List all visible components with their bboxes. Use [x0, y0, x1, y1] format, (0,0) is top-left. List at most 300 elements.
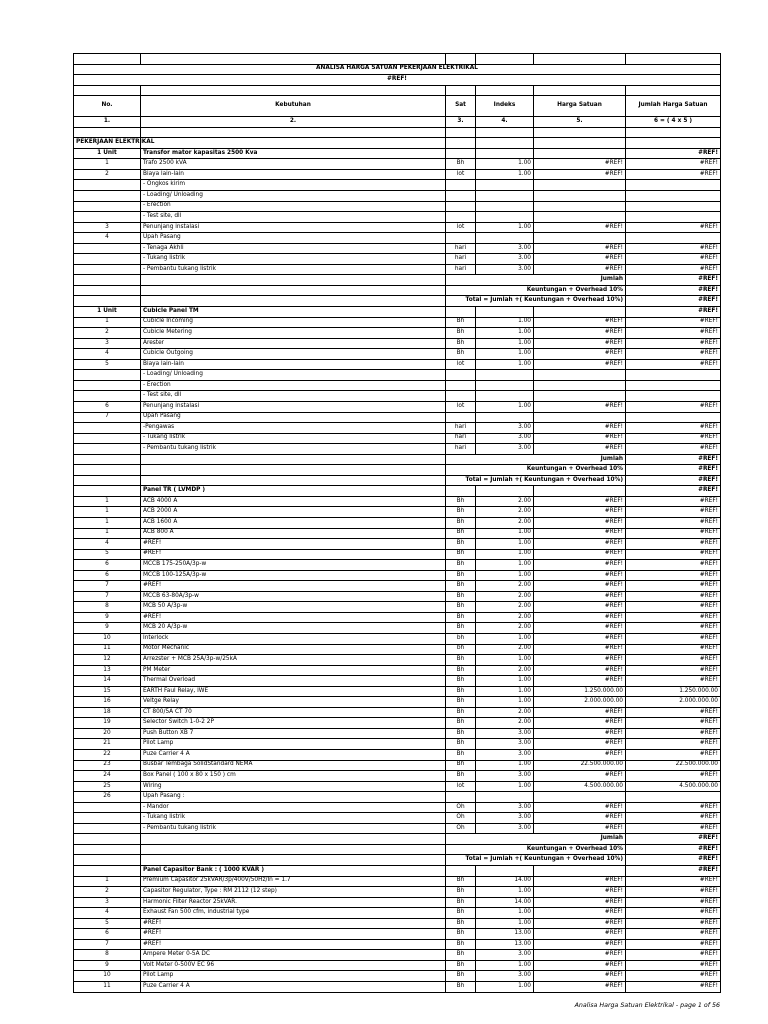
- table-row: [74, 644, 721, 655]
- row-unit: Bh: [446, 159, 476, 170]
- row-unit-price: #REF!: [534, 254, 626, 265]
- row-total: #REF!: [626, 718, 721, 729]
- table-row: [74, 750, 721, 761]
- row-description: Exhaust Fan 500 cfm, industrial type: [141, 908, 446, 919]
- row-index: [476, 391, 534, 402]
- row-total: #REF!: [626, 887, 721, 898]
- row-unit: Bh: [446, 507, 476, 518]
- row-index: [476, 148, 534, 159]
- row-number: [74, 391, 141, 402]
- row-index: 1.00: [476, 560, 534, 571]
- row-index: 3.00: [476, 243, 534, 254]
- table-row: [74, 370, 721, 381]
- table-row: [74, 423, 721, 434]
- table-row: [74, 655, 721, 666]
- row-description: MCB 20 A/3p-w: [141, 623, 446, 634]
- row-number: 9: [74, 960, 141, 971]
- row-unit-price: #REF!: [534, 539, 626, 550]
- row-index: [476, 866, 534, 877]
- row-number: 4: [74, 539, 141, 550]
- table-row: [74, 201, 721, 212]
- row-unit: Bh: [446, 549, 476, 560]
- row-description: Harmonic Filter Reactor 25kVAR.: [141, 897, 446, 908]
- table-row: [74, 307, 721, 318]
- row-unit: Bh: [446, 718, 476, 729]
- row-total: #REF!: [626, 612, 721, 623]
- row-total: #REF!: [626, 507, 721, 518]
- row-number: [74, 433, 141, 444]
- row-unit: [446, 233, 476, 244]
- row-unit: Bh: [446, 581, 476, 592]
- row-number: 7: [74, 939, 141, 950]
- row-description: - Loading/ Unloading: [141, 370, 446, 381]
- row-number: [74, 475, 141, 486]
- table-row: [74, 401, 721, 412]
- table-row: [74, 591, 721, 602]
- row-number: 10: [74, 633, 141, 644]
- table-row: [74, 792, 721, 803]
- table-row: [74, 897, 721, 908]
- row-unit: Oh: [446, 802, 476, 813]
- row-index: 1.00: [476, 401, 534, 412]
- row-unit: bh: [446, 633, 476, 644]
- row-number: 6: [74, 560, 141, 571]
- row-unit-price: #REF!: [534, 982, 626, 993]
- row-unit: Bh: [446, 612, 476, 623]
- row-description: - Tukang listrik: [141, 433, 446, 444]
- row-description: MCB 50 A/3p-w: [141, 602, 446, 613]
- row-total: #REF!: [626, 264, 721, 275]
- row-description: - Pembantu tukang listrik: [141, 444, 446, 455]
- table-row: [74, 264, 721, 275]
- table-row: [74, 243, 721, 254]
- row-unit-price: #REF!: [534, 338, 626, 349]
- row-total: #REF!: [626, 707, 721, 718]
- row-unit-price: [534, 412, 626, 423]
- row-index: 2.00: [476, 581, 534, 592]
- row-number: [74, 454, 141, 465]
- row-unit-price: #REF!: [534, 243, 626, 254]
- row-number: 1 Unit: [74, 307, 141, 318]
- row-unit: bh: [446, 644, 476, 655]
- row-description: Wiring: [141, 781, 446, 792]
- row-description: Biaya lain-lain: [141, 359, 446, 370]
- total-label: Total = Jumlah +( Keuntungan + Overhead 10%): [446, 296, 626, 307]
- row-index: [476, 792, 534, 803]
- table-row: [74, 686, 721, 697]
- row-unit: Bh: [446, 570, 476, 581]
- row-total: 4.500.000.00: [626, 781, 721, 792]
- subtotal-label: Jumlah: [446, 834, 626, 845]
- row-description: EARTH Faul Relay, IWE: [141, 686, 446, 697]
- row-description: Arester: [141, 338, 446, 349]
- row-unit-price: #REF!: [534, 507, 626, 518]
- row-index: [476, 201, 534, 212]
- row-total: #REF!: [626, 496, 721, 507]
- row-total: #REF!: [626, 433, 721, 444]
- row-number: 3: [74, 222, 141, 233]
- row-index: 2.00: [476, 644, 534, 655]
- row-number: [74, 866, 141, 877]
- row-total: #REF!: [626, 908, 721, 919]
- row-total: #REF!: [626, 844, 721, 855]
- row-number: 15: [74, 686, 141, 697]
- row-unit: hari: [446, 444, 476, 455]
- row-total: #REF!: [626, 876, 721, 887]
- row-total: #REF!: [626, 454, 721, 465]
- table-title: ANALISA HARGA SATUAN PEKERJAAN ELEKTRIKAL: [74, 64, 721, 75]
- row-unit-price: #REF!: [534, 813, 626, 824]
- row-index: 1.00: [476, 539, 534, 550]
- row-unit-price: #REF!: [534, 560, 626, 571]
- subtotal-row: [74, 834, 721, 845]
- row-description: -Pengawas: [141, 423, 446, 434]
- row-unit: Bh: [446, 665, 476, 676]
- row-description: Pilot Lamp: [141, 739, 446, 750]
- table-row: [74, 412, 721, 423]
- row-total: #REF!: [626, 359, 721, 370]
- table-row: [74, 802, 721, 813]
- row-index: 1.00: [476, 359, 534, 370]
- table-row: [74, 760, 721, 771]
- row-description: Arrezster + MCB 25A/3p-w/25kA: [141, 655, 446, 666]
- row-description: Biaya lain-lain: [141, 169, 446, 180]
- row-unit-price: [534, 380, 626, 391]
- row-unit-price: #REF!: [534, 517, 626, 528]
- row-index: 1.00: [476, 528, 534, 539]
- row-unit-price: #REF!: [534, 665, 626, 676]
- row-total: #REF!: [626, 243, 721, 254]
- subtotal-label: Keuntungan + Overhead 10%: [446, 465, 626, 476]
- table-row: [74, 212, 721, 223]
- row-index: 1.00: [476, 676, 534, 687]
- row-unit: [446, 191, 476, 202]
- row-number: [74, 243, 141, 254]
- row-total: [626, 180, 721, 191]
- row-number: 7: [74, 591, 141, 602]
- subtotal-row: [74, 454, 721, 465]
- row-number: 3: [74, 897, 141, 908]
- colnum-2: 2.: [141, 117, 446, 128]
- row-description: CT 800/5A CT 70: [141, 707, 446, 718]
- row-index: 2.00: [476, 507, 534, 518]
- row-unit: [446, 307, 476, 318]
- table-row: [74, 866, 721, 877]
- row-description: Selector Switch 1-0-2 2P: [141, 718, 446, 729]
- row-total: [626, 201, 721, 212]
- row-total: [626, 412, 721, 423]
- row-number: [74, 380, 141, 391]
- row-unit: lot: [446, 401, 476, 412]
- table-row: [74, 338, 721, 349]
- table-row: [74, 180, 721, 191]
- row-total: #REF!: [626, 866, 721, 877]
- row-description: Puze Carrier 4 A: [141, 750, 446, 761]
- table-row: [74, 581, 721, 592]
- row-index: 1.00: [476, 908, 534, 919]
- row-total: [626, 391, 721, 402]
- row-total: #REF!: [626, 813, 721, 824]
- row-unit: [446, 380, 476, 391]
- subtotal-row: [74, 844, 721, 855]
- row-unit-price: [534, 191, 626, 202]
- row-unit: [446, 148, 476, 159]
- row-description: ACB 800 A: [141, 528, 446, 539]
- row-unit-price: #REF!: [534, 581, 626, 592]
- row-unit: [446, 412, 476, 423]
- table-row: [74, 328, 721, 339]
- row-unit: Bh: [446, 528, 476, 539]
- row-number: 10: [74, 971, 141, 982]
- row-index: 1.00: [476, 887, 534, 898]
- row-number: 1: [74, 159, 141, 170]
- row-index: 2.00: [476, 517, 534, 528]
- row-number: 11: [74, 644, 141, 655]
- row-unit-price: #REF!: [534, 433, 626, 444]
- row-total: #REF!: [626, 539, 721, 550]
- row-description: ACB 1600 A: [141, 517, 446, 528]
- row-unit: [446, 486, 476, 497]
- table-row: [74, 570, 721, 581]
- row-number: [74, 855, 141, 866]
- row-number: [74, 254, 141, 265]
- row-unit: Bh: [446, 676, 476, 687]
- row-unit-price: #REF!: [534, 591, 626, 602]
- row-description: Penunjang instalasi: [141, 222, 446, 233]
- row-total: #REF!: [626, 655, 721, 666]
- row-description: #REF!: [141, 549, 446, 560]
- row-unit-price: 2.000.000.00: [534, 697, 626, 708]
- row-unit-price: #REF!: [534, 728, 626, 739]
- row-unit: Bh: [446, 517, 476, 528]
- row-unit-price: [534, 866, 626, 877]
- row-number: [74, 212, 141, 223]
- table-row: [74, 391, 721, 402]
- row-description: Motor Mechanic: [141, 644, 446, 655]
- row-total: #REF!: [626, 222, 721, 233]
- row-total: #REF!: [626, 739, 721, 750]
- section-title: PEKERJAAN ELEKTRIKAL: [74, 138, 141, 149]
- row-total: #REF!: [626, 275, 721, 286]
- row-index: 3.00: [476, 444, 534, 455]
- row-total: #REF!: [626, 939, 721, 950]
- table-row: [74, 918, 721, 929]
- row-total: #REF!: [626, 950, 721, 961]
- row-description: [141, 275, 446, 286]
- row-total: #REF!: [626, 254, 721, 265]
- row-total: #REF!: [626, 633, 721, 644]
- row-description: [141, 285, 446, 296]
- row-index: [476, 180, 534, 191]
- table-row: [74, 486, 721, 497]
- row-unit: Bh: [446, 971, 476, 982]
- blank-row: [74, 85, 721, 96]
- subtotal-label: Keuntungan + Overhead 10%: [446, 285, 626, 296]
- table-row: [74, 148, 721, 159]
- row-number: 4: [74, 908, 141, 919]
- row-description: Transfor mator kapasitas 2500 Kva: [141, 148, 446, 159]
- row-index: 3.00: [476, 254, 534, 265]
- row-number: 26: [74, 792, 141, 803]
- row-total: #REF!: [626, 855, 721, 866]
- row-total: #REF!: [626, 560, 721, 571]
- row-number: 1: [74, 317, 141, 328]
- row-unit-price: #REF!: [534, 222, 626, 233]
- row-index: 2.00: [476, 665, 534, 676]
- row-unit-price: #REF!: [534, 528, 626, 539]
- row-unit-price: #REF!: [534, 549, 626, 560]
- row-description: #REF!: [141, 612, 446, 623]
- row-number: 22: [74, 750, 141, 761]
- row-number: 1: [74, 507, 141, 518]
- row-description: [141, 855, 446, 866]
- row-description: - Tukang listrik: [141, 813, 446, 824]
- row-index: 2.00: [476, 591, 534, 602]
- row-unit-price: #REF!: [534, 633, 626, 644]
- table-row: [74, 982, 721, 993]
- row-unit-price: #REF!: [534, 823, 626, 834]
- row-unit: Bh: [446, 328, 476, 339]
- row-description: Penunjang instalasi: [141, 401, 446, 412]
- row-unit-price: #REF!: [534, 612, 626, 623]
- row-total: #REF!: [626, 148, 721, 159]
- row-total: #REF!: [626, 644, 721, 655]
- table-row: [74, 560, 721, 571]
- row-total: #REF!: [626, 665, 721, 676]
- row-unit-price: #REF!: [534, 496, 626, 507]
- table-row: [74, 718, 721, 729]
- row-total: #REF!: [626, 465, 721, 476]
- table-row: [74, 781, 721, 792]
- row-index: 3.00: [476, 823, 534, 834]
- row-number: [74, 844, 141, 855]
- row-description: #REF!: [141, 939, 446, 950]
- table-row: [74, 539, 721, 550]
- row-unit: Bh: [446, 887, 476, 898]
- row-description: Push Button XB 7: [141, 728, 446, 739]
- subtotal-row: [74, 285, 721, 296]
- row-number: 12: [74, 655, 141, 666]
- row-total: #REF!: [626, 307, 721, 318]
- row-unit: Bh: [446, 697, 476, 708]
- table-row: [74, 602, 721, 613]
- ref-row: [74, 75, 721, 86]
- row-description: #REF!: [141, 929, 446, 940]
- row-index: 1.00: [476, 760, 534, 771]
- row-unit-price: #REF!: [534, 401, 626, 412]
- row-unit-price: #REF!: [534, 802, 626, 813]
- row-unit: Bh: [446, 317, 476, 328]
- table-row: [74, 549, 721, 560]
- row-unit: Bh: [446, 739, 476, 750]
- row-index: 3.00: [476, 728, 534, 739]
- row-description: - Ongkos kirim: [141, 180, 446, 191]
- row-index: 13.00: [476, 939, 534, 950]
- row-index: 1.00: [476, 549, 534, 560]
- row-number: [74, 802, 141, 813]
- row-unit: lot: [446, 169, 476, 180]
- row-unit: Bh: [446, 760, 476, 771]
- row-index: [476, 191, 534, 202]
- row-total: #REF!: [626, 169, 721, 180]
- colnum-1: 1.: [74, 117, 141, 128]
- row-unit: [446, 370, 476, 381]
- row-total: #REF!: [626, 285, 721, 296]
- row-description: MCCB 100-125A/3p-w: [141, 570, 446, 581]
- row-total: #REF!: [626, 823, 721, 834]
- row-total: #REF!: [626, 802, 721, 813]
- row-unit-price: #REF!: [534, 908, 626, 919]
- colnum-5: 5.: [534, 117, 626, 128]
- row-description: MCCB 63-80A/3p-w: [141, 591, 446, 602]
- row-unit-price: #REF!: [534, 644, 626, 655]
- row-description: Ampere Meter 0-5A DC: [141, 950, 446, 961]
- row-description: MCCB 175-250A/3p-w: [141, 560, 446, 571]
- row-index: 1.00: [476, 960, 534, 971]
- row-index: [476, 233, 534, 244]
- row-unit-price: #REF!: [534, 655, 626, 666]
- row-number: 2: [74, 887, 141, 898]
- row-description: Premium Capasitor 25kVAR/3p/400V/50Hz/In = 1.7: [141, 876, 446, 887]
- row-number: 24: [74, 771, 141, 782]
- row-index: 1.00: [476, 570, 534, 581]
- row-unit-price: #REF!: [534, 876, 626, 887]
- row-description: #REF!: [141, 581, 446, 592]
- row-number: [74, 296, 141, 307]
- row-description: Veltge Relay: [141, 697, 446, 708]
- row-number: 1: [74, 517, 141, 528]
- row-unit-price: [534, 307, 626, 318]
- row-number: 18: [74, 707, 141, 718]
- row-index: 3.00: [476, 950, 534, 961]
- row-description: Interlock: [141, 633, 446, 644]
- row-number: 5: [74, 918, 141, 929]
- row-total: #REF!: [626, 602, 721, 613]
- row-unit: Bh: [446, 950, 476, 961]
- total-row: [74, 475, 721, 486]
- row-description: Cubicle Outgoing: [141, 349, 446, 360]
- table-row: [74, 960, 721, 971]
- table-row: [74, 813, 721, 824]
- row-number: [74, 370, 141, 381]
- row-total: [626, 792, 721, 803]
- row-number: 8: [74, 602, 141, 613]
- row-description: - Tukang listrik: [141, 254, 446, 265]
- row-description: PM Meter: [141, 665, 446, 676]
- row-number: 6: [74, 570, 141, 581]
- row-total: #REF!: [626, 676, 721, 687]
- row-description: Upah Pasang: [141, 412, 446, 423]
- row-index: 2.00: [476, 612, 534, 623]
- row-total: #REF!: [626, 929, 721, 940]
- row-unit: hari: [446, 433, 476, 444]
- row-unit: Bh: [446, 591, 476, 602]
- row-unit-price: #REF!: [534, 887, 626, 898]
- row-index: 2.00: [476, 623, 534, 634]
- row-unit: Bh: [446, 897, 476, 908]
- row-unit-price: #REF!: [534, 939, 626, 950]
- table-row: [74, 697, 721, 708]
- row-description: #REF!: [141, 539, 446, 550]
- page-footer: Analisa Harga Satuan Elektrikal - page 1 of 56: [574, 1002, 720, 1009]
- row-total: #REF!: [626, 982, 721, 993]
- header-kebutuhan: Kebutuhan: [141, 96, 446, 117]
- table-row: [74, 908, 721, 919]
- row-total: [626, 191, 721, 202]
- row-unit-price: #REF!: [534, 707, 626, 718]
- row-total: #REF!: [626, 338, 721, 349]
- table-row: [74, 517, 721, 528]
